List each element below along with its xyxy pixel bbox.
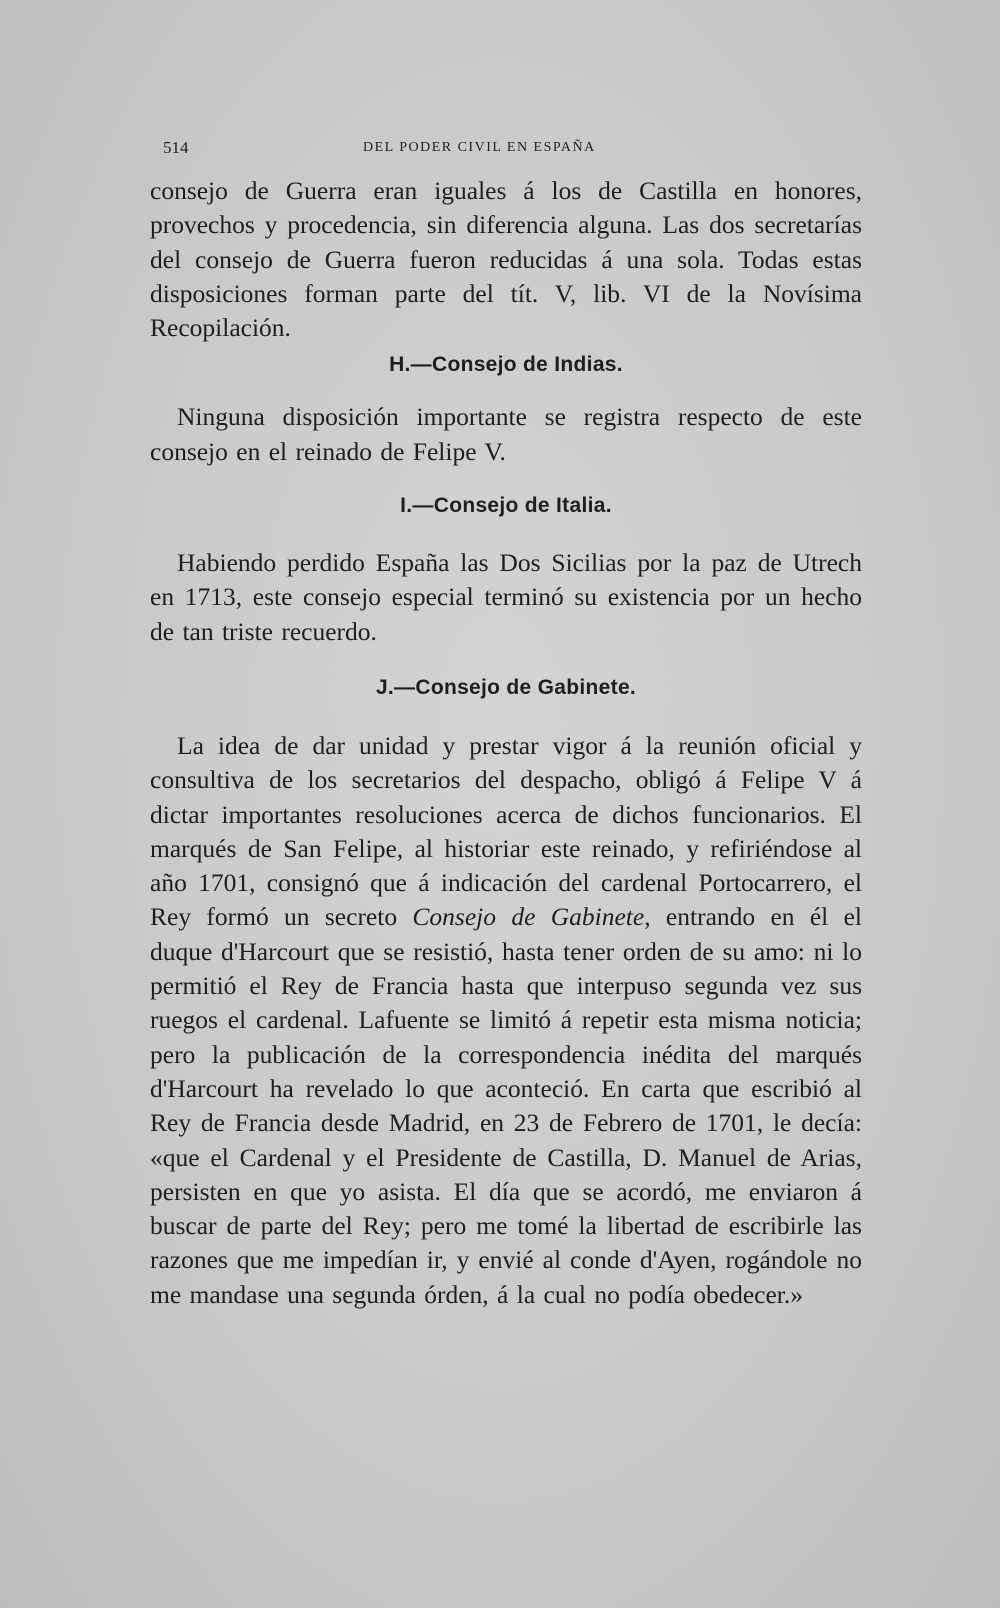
paragraph-gabinete-text-2: , entrando en él el duque d'Harcourt que se resistió, hasta tener orden de su amo: ni lo permitió el Rey de Francia hasta que interpuso segunda vez sus ruegos el cardenal. Lafuente se limitó á repetir esta misma noticia; pero la publicación de la correspondencia inédita del marqués d'Harcourt ha revelado lo que aconteció. En carta que escribió al Rey de Francia desde Madrid, en 23 de Febrero de 1701, le decía: «que el Cardenal y el Presidente de Castilla, D. Manuel de Arias, persisten en que yo asista. El día que se acordó, me enviaron á buscar de parte del Rey; pero me tomé la libertad de escribirle las razones que me impedían ir, y envié al conde d'Ayen, rogándole no me mandase una segunda órden, á la cual no podía obedecer.»: [150, 902, 862, 1309]
running-title: DEL PODER CIVIL EN ESPAÑA: [363, 140, 596, 155]
paragraph-gabinete-text-1: La idea de dar unidad y prestar vigor á la reunión oficial y consultiva de los secretarios del despacho, obligó á Felipe V á dictar importantes resoluciones acerca de dichos funcionarios. El marqués de San Felipe, al historiar este reinado, y refiriéndose al año 1701, consignó que á indicación del cardenal Portocarrero, el Rey formó un secreto: [150, 730, 862, 932]
running-head: [163, 138, 863, 162]
section-heading-consejo-de-gabinete: J.—Consejo de Gabinete.: [375, 675, 637, 699]
section-heading-consejo-de-italia: I.—Consejo de Italia.: [400, 494, 612, 518]
section-heading-consejo-de-indias: H.—Consejo de Indias.: [389, 353, 623, 377]
body-text: [150, 174, 862, 1312]
page-number: 514: [163, 138, 189, 157]
italic-term-consejo-de-gabinete: Consejo de Gabinete: [412, 902, 645, 932]
paragraph-indias: Ninguna disposición importante se registra respecto de este consejo en el reinado de Felipe V.: [150, 402, 862, 466]
paragraph-guerra-continuation: consejo de Guerra eran iguales á los de Castilla en honores, provechos y procedencia, sin diferencia alguna. Las dos secretarías del consejo de Guerra fueron reducidas á una sola. Todas estas disposiciones forman parte del tít. V, lib. VI de la Novísima Recopilación.: [150, 176, 862, 343]
paragraph-italia: Habiendo perdido España las Dos Sicilias por la paz de Utrech en 1713, este consejo especial terminó su existencia por un hecho de tan triste recuerdo.: [150, 548, 862, 646]
paragraph-gabinete: [150, 729, 862, 1312]
